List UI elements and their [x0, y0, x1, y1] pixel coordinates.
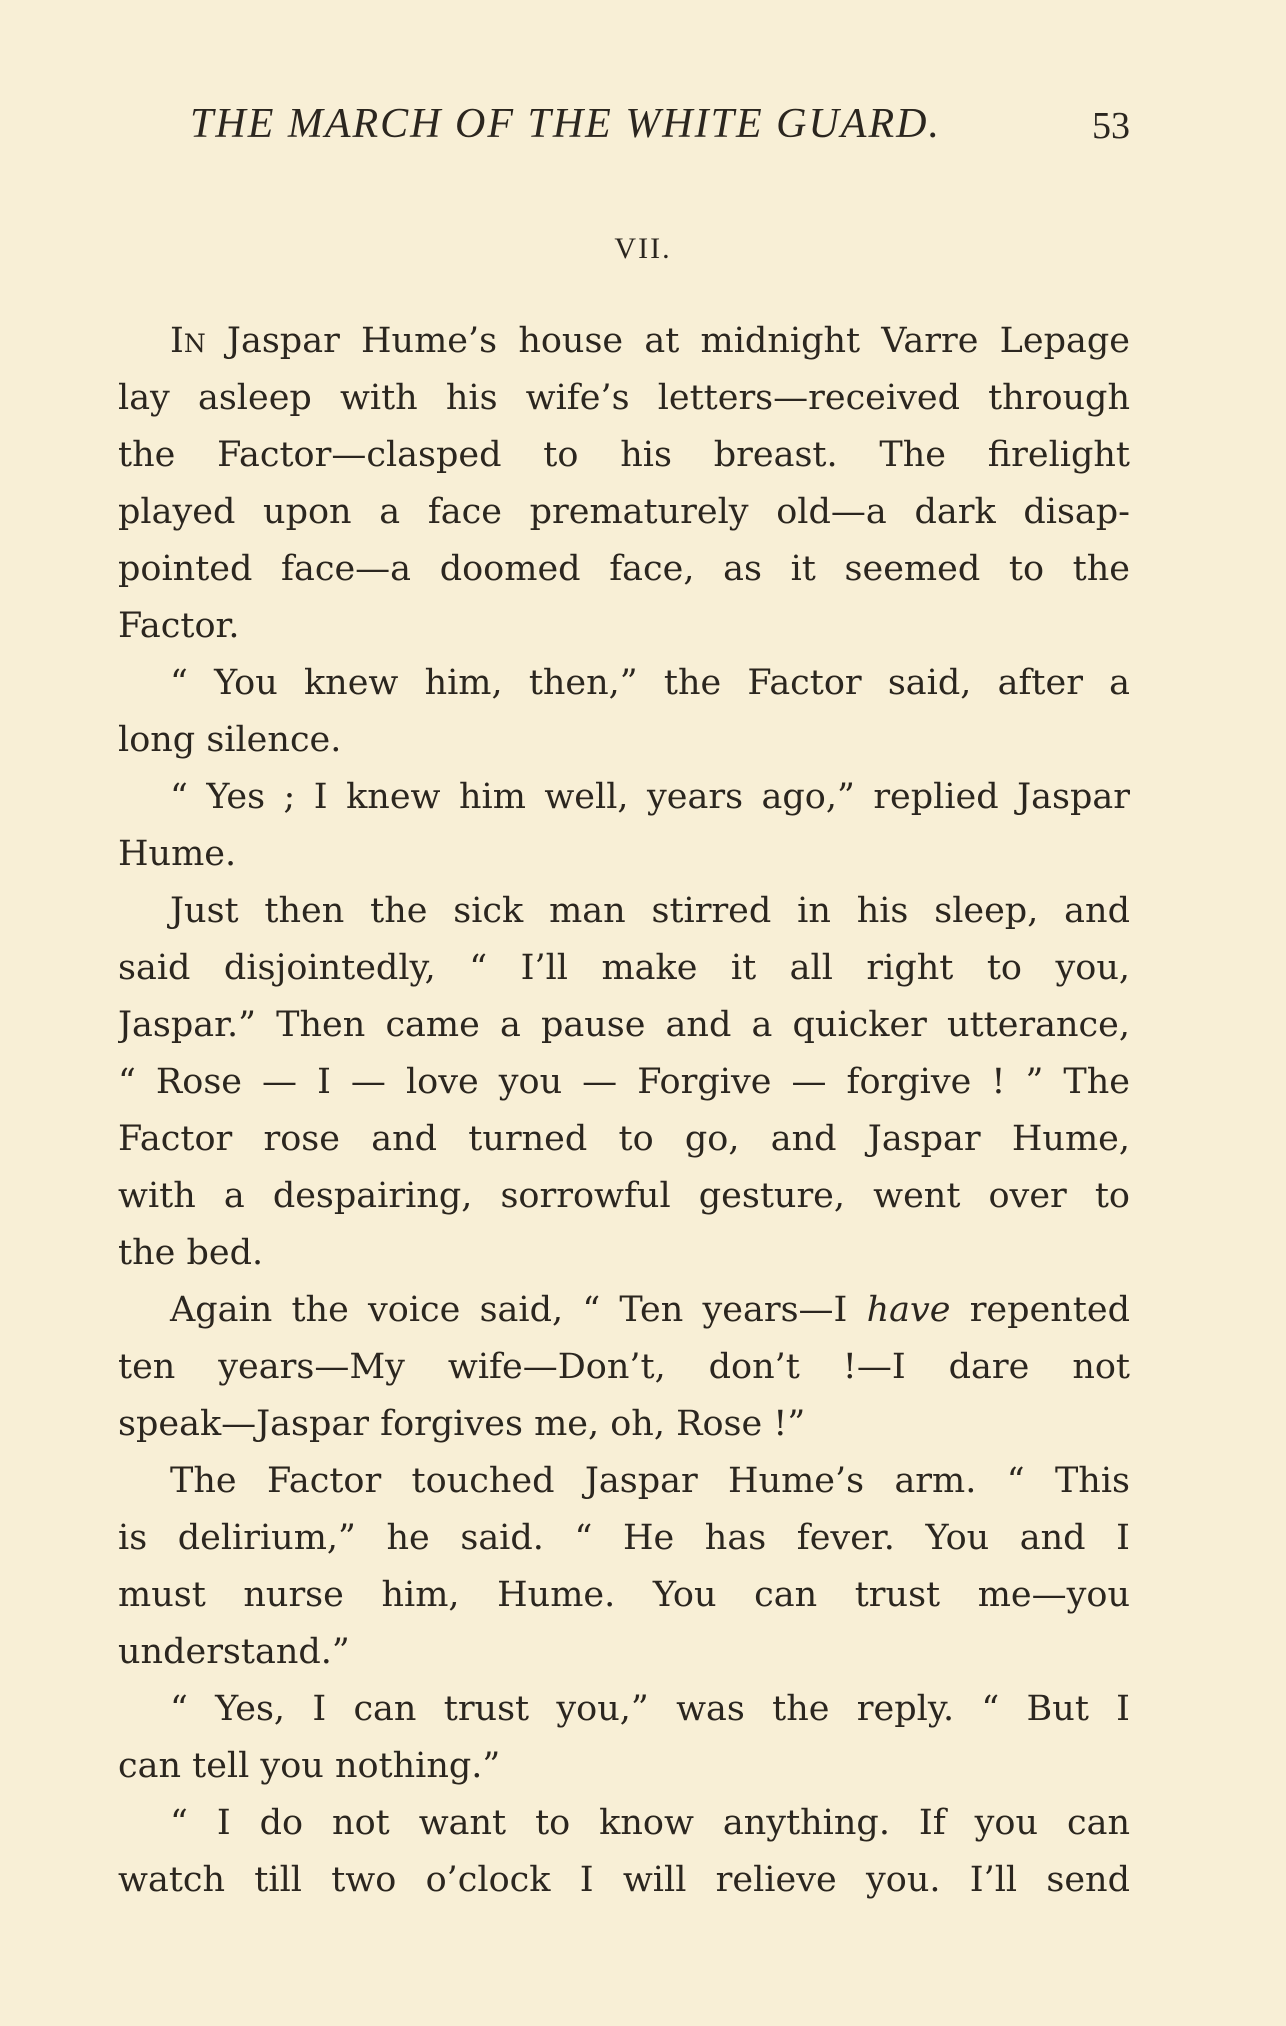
text-segment: “ Yes ; I knew him well, years ago,” replied Jaspar — [170, 777, 1130, 817]
text-segment: must nurse him, Hume. You can trust me—you — [118, 1575, 1130, 1615]
text-segment: is delirium,” he said. “ He has fever. You and I — [118, 1518, 1130, 1558]
text-segment: ten years—My wife—Don’t, don’t !—I dare not — [118, 1347, 1130, 1387]
text-line — [118, 1282, 1130, 1339]
text-segment: “ Yes, I can trust you,” was the reply. “ But I — [170, 1689, 1130, 1729]
text-segment: with a despairing, sorrowful gesture, went over to — [118, 1176, 1130, 1216]
text-segment: Again the voice said, “ Ten years—I — [170, 1290, 867, 1330]
text-line — [118, 1339, 1130, 1396]
text-segment: repented — [950, 1290, 1130, 1330]
text-line — [118, 541, 1130, 598]
drop-word: In — [170, 321, 206, 361]
text-line — [118, 769, 1130, 826]
text-line — [118, 1681, 1130, 1738]
text-line — [118, 1510, 1130, 1567]
text-segment: played upon a face prematurely old—a dark disap- — [118, 492, 1130, 532]
text-line — [118, 313, 1130, 370]
text-segment: the Factor—clasped to his breast. The firelight — [118, 435, 1130, 475]
text-segment: can tell you nothing.” — [118, 1746, 501, 1786]
text-segment: speak—Jaspar forgives me, oh, Rose !” — [118, 1404, 806, 1444]
text-line — [118, 1225, 1130, 1282]
chapter-heading: VII. — [614, 232, 672, 265]
running-head — [190, 100, 1140, 160]
emphasis-word: have — [866, 1290, 951, 1330]
text-line — [118, 1168, 1130, 1225]
text-line — [118, 712, 1130, 769]
text-line — [118, 1453, 1130, 1510]
text-line — [118, 1567, 1130, 1624]
text-segment: “ I do not want to know anything. If you can — [170, 1803, 1130, 1843]
text-line — [118, 997, 1130, 1054]
text-segment: Factor. — [118, 606, 240, 646]
text-line — [118, 1624, 1130, 1681]
text-segment: Just then the sick man stirred in his sleep, and — [170, 891, 1130, 931]
text-line — [118, 427, 1130, 484]
text-line — [118, 370, 1130, 427]
text-segment: Factor rose and turned to go, and Jaspar Hume, — [118, 1119, 1130, 1159]
text-segment: “ You knew him, then,” the Factor said, after a — [170, 663, 1130, 703]
text-line — [118, 883, 1130, 940]
text-line — [118, 1054, 1130, 1111]
text-segment: pointed face—a doomed face, as it seemed to the — [118, 549, 1130, 589]
body-text — [118, 313, 1130, 1913]
text-segment: long silence. — [118, 720, 342, 760]
page-number: 53 — [1092, 105, 1130, 147]
text-line — [118, 940, 1130, 997]
text-segment: lay asleep with his wife’s letters—received through — [118, 378, 1130, 418]
text-segment: Jaspar Hume’s house at midnight Varre Lepage — [205, 321, 1130, 361]
text-segment: watch till two o’clock I will relieve you. I’ll send — [118, 1860, 1130, 1900]
text-line — [118, 1396, 1130, 1453]
text-line — [118, 1738, 1130, 1795]
text-line — [118, 484, 1130, 541]
text-line — [118, 1795, 1130, 1852]
text-line — [118, 598, 1130, 655]
text-segment: understand.” — [118, 1632, 350, 1672]
text-segment: Hume. — [118, 834, 237, 874]
text-segment: “ Rose — I — love you — Forgive — forgive ! ” The — [118, 1062, 1130, 1102]
text-segment: said disjointedly, “ I’ll make it all right to you, — [118, 948, 1130, 988]
text-segment: the bed. — [118, 1233, 264, 1273]
text-line — [118, 826, 1130, 883]
text-line — [118, 1852, 1130, 1909]
text-line — [118, 655, 1130, 712]
text-segment: The Factor touched Jaspar Hume’s arm. “ This — [170, 1461, 1130, 1501]
running-title: THE MARCH OF THE WHITE GUARD. — [190, 101, 941, 147]
text-line — [118, 1111, 1130, 1168]
text-segment: Jaspar.” Then came a pause and a quicker utterance, — [118, 1005, 1130, 1045]
